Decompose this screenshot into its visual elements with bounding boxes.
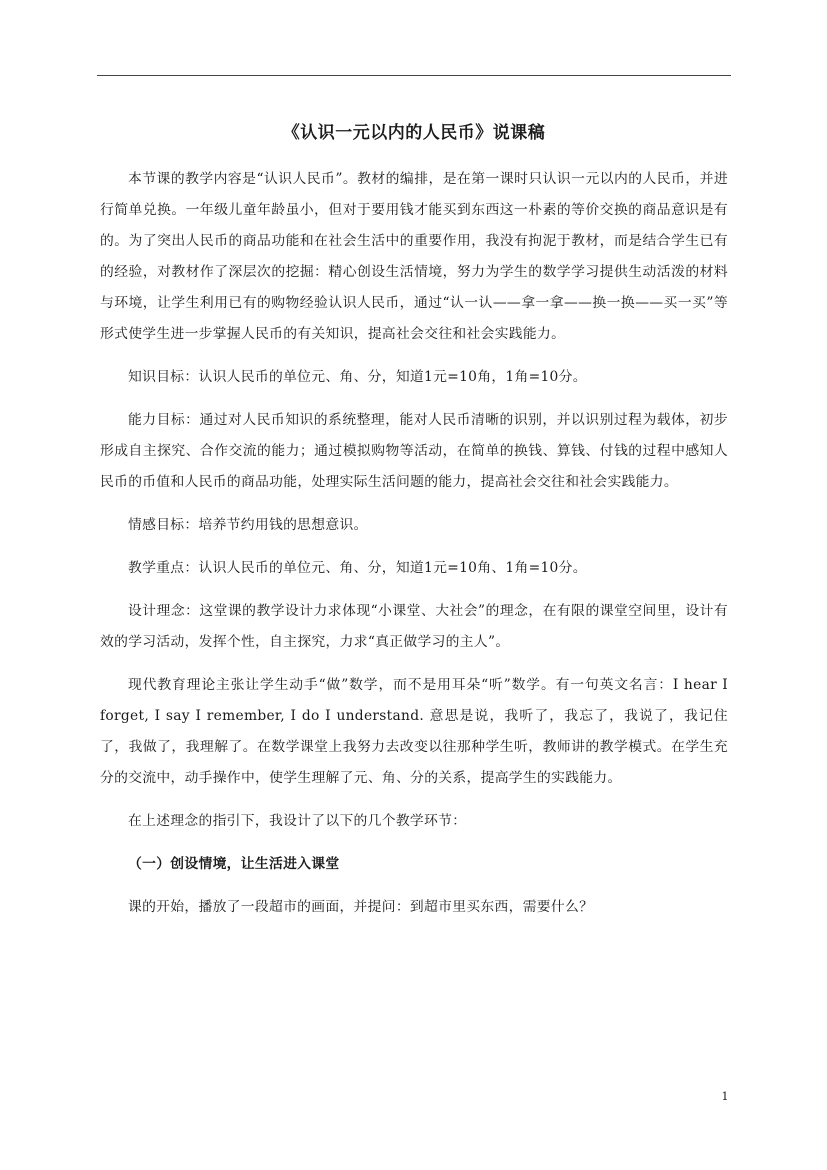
paragraph-transition: 在上述理念的指引下，我设计了以下的几个教学环节： <box>128 813 467 829</box>
paragraph-modern-theory: 现代教育理论主张让学生动手“做”数学，而不是用耳朵“听”数学。有一句英文名言：I hear I forget, I say I remember, I do I understand. 意思是说，我听了，我忘了，我说了，我记住了，我做了，我理解了。在数学课堂上我努力去改变以往那种学生听，教师讲的教学模式。在学生充分的交流中，动手操作中，使学生理解了元、角、分的关系，提高学生的实践能力。 <box>100 677 728 786</box>
document-body <box>100 164 728 935</box>
paragraph-emotion-goal: 情感目标：培养节约用钱的思想意识。 <box>128 517 368 533</box>
document-title: 《认识一元以内的人民币》说课稿 <box>282 123 546 143</box>
paragraph-knowledge-goal: 知识目标：认识人民币的单位元、角、分，知道1元=10角，1角=10分。 <box>128 369 587 385</box>
page-number: 1 <box>721 1090 729 1103</box>
paragraph-teaching-focus: 教学重点：认识人民币的单位元、角、分，知道1元=10角、1角=10分。 <box>128 560 587 576</box>
paragraph-design-concept: 设计理念：这堂课的教学设计力求体现“小课堂、大社会”的理念，在有限的课堂空间里，设计有效的学习活动，发挥个性，自主探究，力求“真正做学习的主人”。 <box>100 603 728 650</box>
paragraph-lesson-start: 课的开始，播放了一段超市的画面，并提问：到超市里买东西，需要什么？ <box>128 899 594 915</box>
paragraph-intro: 本节课的教学内容是“认识人民币”。教材的编排，是在第一课时只认识一元以内的人民币，并进行简单兑换。一年级儿童年龄虽小，但对于要用钱才能买到东西这一朴素的等价交换的商品意识是有的。为了突出人民币的商品功能和在社会生活中的重要作用，我没有拘泥于教材，而是结合学生已有的经验，对教材作了深层次的挖掘：精心创设生活情境，努力为学生的数学学习提供生动活泼的材料与环境，让学生利用已有的购物经验认识人民币，通过“认一认——拿一拿——换一换——买一买”等形式使学生进一步掌握人民币的有关知识，提高社会交往和社会实践能力。 <box>100 171 728 342</box>
header-rule <box>97 75 731 76</box>
section-heading-1: （一）创设情境，让生活进入课堂 <box>128 856 340 872</box>
paragraph-ability-goal: 能力目标：通过对人民币知识的系统整理，能对人民币清晰的识别，并以识别过程为载体，初步形成自主探究、合作交流的能力；通过模拟购物等活动，在简单的换钱、算钱、付钱的过程中感知人民币的币值和人民币的商品功能，处理实际生活问题的能力，提高社会交往和社会实践能力。 <box>100 412 728 490</box>
